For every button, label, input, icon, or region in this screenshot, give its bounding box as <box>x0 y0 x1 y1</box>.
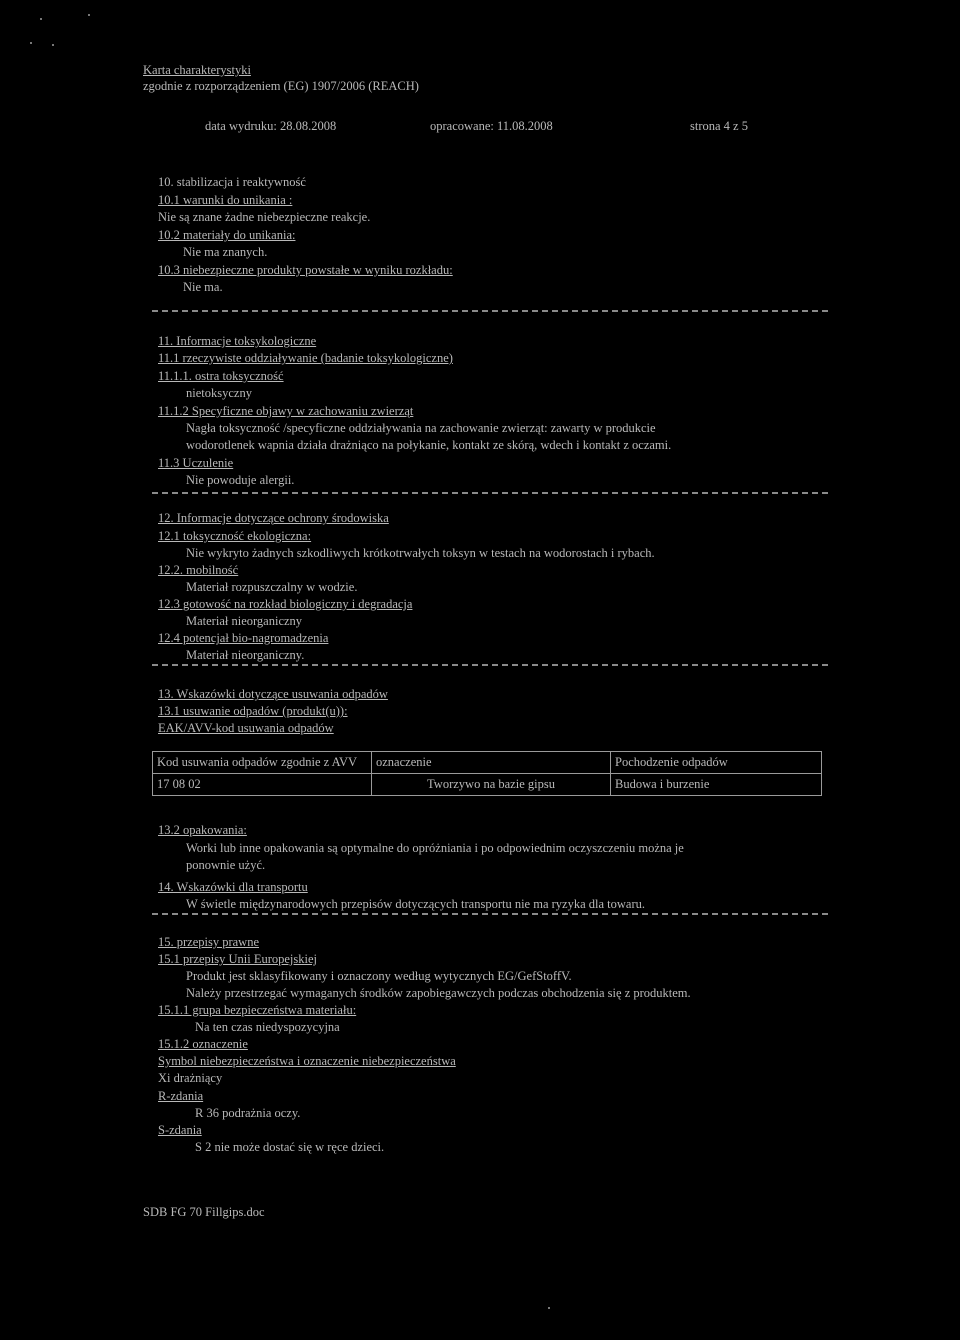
s-phrases-title: S-zdania <box>158 1123 202 1137</box>
prepared-date: opracowane: 11.08.2008 <box>430 119 553 133</box>
section-11-1-2-text-line2: wodorotlenek wapnia działa drażniąco na połykanie, kontakt ze skórą, wdech i kontakt z oczami. <box>186 438 672 452</box>
section-13-2-text-line1: Worki lub inne opakowania są optymalne do opróżniania i po odpowiednim oczyszczeniu można je <box>186 841 684 855</box>
section-10-2-title: 10.2 materiały do unikania: <box>158 228 296 242</box>
s-phrase-text: S 2 nie może dostać się w ręce dzieci. <box>195 1140 385 1154</box>
document-subtitle: zgodnie z rozporządzeniem (EG) 1907/2006 (REACH) <box>143 79 419 93</box>
table-header-row <box>153 752 822 774</box>
section-11-1-2-title: 11.1.2 Specyficzne objawy w zachowaniu zwierząt <box>158 404 414 418</box>
section-15-1-title: 15.1 przepisy Unii Europejskiej <box>158 952 317 966</box>
section-12-1-title: 12.1 toksyczność ekologiczna: <box>158 529 312 543</box>
section-14-heading: 14. Wskazówki dla transportu <box>158 880 308 894</box>
scan-speck <box>40 18 42 20</box>
section-10-3-text: Nie ma. <box>183 280 223 294</box>
print-date: data wydruku: 28.08.2008 <box>205 119 337 133</box>
section-11-1-1-title: 11.1.1. ostra toksyczność <box>158 369 284 383</box>
scan-speck <box>30 42 32 44</box>
hazard-symbol-text: Xi drażniący <box>158 1071 223 1085</box>
scan-speck <box>52 44 54 46</box>
section-11-3-title: 11.3 Uczulenie <box>158 456 234 470</box>
section-12-heading: 12. Informacje dotyczące ochrony środowiska <box>158 511 389 525</box>
table-cell: Tworzywo na bazie gipsu <box>372 774 611 796</box>
footer-filename: SDB FG 70 Fillgips.doc <box>143 1205 265 1219</box>
hazard-symbol-title: Symbol niebezpieczeństwa i oznaczenie niebezpieczeństwa <box>158 1054 456 1068</box>
section-12-1-text: Nie wykryto żadnych szkodliwych krótkotrwałych toksyn w testach na wodorostach i rybach. <box>186 546 655 560</box>
section-divider <box>152 310 828 312</box>
section-13-2-text-line2: ponownie użyć. <box>186 858 266 872</box>
scan-speck <box>88 14 90 16</box>
table-header-cell: Pochodzenie odpadów <box>611 752 822 774</box>
section-13-1-subtitle: EAK/AVV-kod usuwania odpadów <box>158 721 334 735</box>
section-15-1-1-text: Na ten czas niedyspozycyjna <box>195 1020 340 1034</box>
section-12-4-text: Materiał nieorganiczny. <box>186 648 305 662</box>
section-11-1-title: 11.1 rzeczywiste oddziaływanie (badanie toksykologiczne) <box>158 351 453 365</box>
section-divider <box>152 913 828 915</box>
section-13-2-title: 13.2 opakowania: <box>158 823 247 837</box>
table-cell: Budowa i burzenie <box>611 774 822 796</box>
section-10-heading: 10. stabilizacja i reaktywność <box>158 175 306 189</box>
section-10-3-title: 10.3 niebezpieczne produkty powstałe w wyniku rozkładu: <box>158 263 453 277</box>
section-12-2-text: Materiał rozpuszczalny w wodzie. <box>186 580 358 594</box>
section-11-1-2-text-line1: Nagła toksyczność /specyficzne oddziaływania na zachowanie zwierząt: zawarty w produkcie <box>186 421 656 435</box>
section-15-1-1-title: 15.1.1 grupa bezpieczeństwa materiału: <box>158 1003 357 1017</box>
section-12-3-text: Materiał nieorganiczny <box>186 614 303 628</box>
section-15-1-2-title: 15.1.2 oznaczenie <box>158 1037 248 1051</box>
table-header-cell: Kod usuwania odpadów zgodnie z AVV <box>153 752 372 774</box>
section-13-1-title: 13.1 usuwanie odpadów (produkt(u)): <box>158 704 348 718</box>
page-number: strona 4 z 5 <box>690 119 748 133</box>
section-divider <box>152 492 828 494</box>
section-15-1-text-line1: Produkt jest sklasyfikowany i oznaczony według wytycznych EG/GefStoffV. <box>186 969 572 983</box>
section-divider <box>152 664 828 666</box>
section-15-heading: 15. przepisy prawne <box>158 935 260 949</box>
section-11-heading: 11. Informacje toksykologiczne <box>158 334 317 348</box>
scan-speck <box>548 1307 550 1309</box>
section-11-1-1-text: nietoksyczny <box>186 386 252 400</box>
document-title: Karta charakterystyki <box>143 63 251 77</box>
r-phrase-text: R 36 podrażnia oczy. <box>195 1106 301 1120</box>
section-10-1-text: Nie są znane żadne niebezpieczne reakcje. <box>158 210 371 224</box>
section-12-4-title: 12.4 potencjał bio-nagromadzenia <box>158 631 329 645</box>
section-10-1-title: 10.1 warunki do unikania : <box>158 193 293 207</box>
section-15-1-text-line2: Należy przestrzegać wymaganych środków zapobiegawczych podczas obchodzenia się z produktem. <box>186 986 691 1000</box>
section-11-3-text: Nie powoduje alergii. <box>186 473 295 487</box>
table-cell: 17 08 02 <box>153 774 372 796</box>
r-phrases-title: R-zdania <box>158 1089 204 1103</box>
section-14-text: W świetle międzynarodowych przepisów dotyczących transportu nie ma ryzyka dla towaru. <box>186 897 645 911</box>
section-10-2-text: Nie ma znanych. <box>183 245 268 259</box>
section-12-2-title: 12.2. mobilność <box>158 563 239 577</box>
section-12-3-title: 12.3 gotowość na rozkład biologiczny i degradacja <box>158 597 413 611</box>
table-header-cell: oznaczenie <box>372 752 611 774</box>
waste-code-table <box>152 751 822 796</box>
section-13-heading: 13. Wskazówki dotyczące usuwania odpadów <box>158 687 388 701</box>
table-row <box>153 774 822 796</box>
